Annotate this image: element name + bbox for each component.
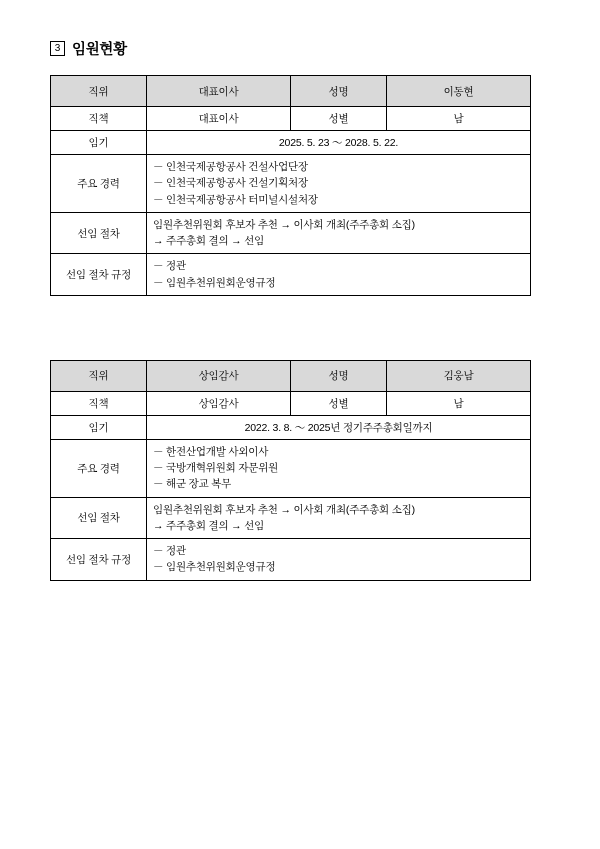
appointment-rule-line: － 정관 <box>153 260 186 273</box>
career-label: 주요 경력 <box>51 155 147 213</box>
career-line: － 한전산업개발 사외이사 <box>153 445 269 458</box>
career-line: － 인천국제공항공사 건설사업단장 <box>153 161 308 173</box>
term-label: 임기 <box>51 131 147 155</box>
appointment-label: 선임 절차 <box>51 212 147 254</box>
term-label: 임기 <box>51 415 147 439</box>
career-line: － 국방개혁위원회 자문위원 <box>153 462 279 475</box>
appointment-line: → 주주총회 결의 → 선임 <box>153 235 265 248</box>
header-name-label: 성명 <box>291 76 387 107</box>
section-number: 3 <box>50 41 65 56</box>
gender-value: 남 <box>387 107 531 131</box>
career-line: － 인천국제공항공사 건설기획처장 <box>153 177 308 190</box>
appointment-rule-line: － 정관 <box>153 545 186 558</box>
header-name-value: 김웅남 <box>387 360 531 391</box>
table-row <box>51 539 531 581</box>
header-position-value: 상임감사 <box>147 360 291 391</box>
appointment-rule-value <box>147 539 531 581</box>
appointment-rule-label: 선임 절차 규정 <box>51 539 147 581</box>
header-name-label: 성명 <box>291 360 387 391</box>
appointment-rule-value <box>147 254 531 296</box>
page-title: 임원현황 <box>72 42 127 58</box>
career-label: 주요 경력 <box>51 439 147 497</box>
term-value: 2025. 5. 23 ～ 2028. 5. 22. <box>147 131 531 155</box>
table-row <box>51 76 531 107</box>
gender-value: 남 <box>387 391 531 415</box>
table-spacer <box>50 302 550 360</box>
title-label: 직책 <box>51 391 147 415</box>
header-name-value: 이동현 <box>387 76 531 107</box>
table-row <box>51 497 531 539</box>
career-value <box>147 155 531 213</box>
gender-label: 성별 <box>291 107 387 131</box>
executive-table-1 <box>50 75 531 296</box>
appointment-line: → 주주총회 결의 → 선임 <box>153 519 265 532</box>
appointment-rule-line: － 임원추천위원회운영규정 <box>153 561 276 574</box>
table-row <box>51 439 531 497</box>
appointment-value <box>147 212 531 254</box>
appointment-line: 임원추천위원회 후보자 추천 → 이사회 개최(주주총회 소집) <box>153 503 415 516</box>
section-heading <box>50 38 550 59</box>
header-position-label: 직위 <box>51 360 147 391</box>
appointment-rule-line: － 임원추천위원회운영규정 <box>153 276 276 289</box>
table-row <box>51 131 531 155</box>
table-row <box>51 254 531 296</box>
table-row <box>51 391 531 415</box>
table-row <box>51 415 531 439</box>
table-row <box>51 360 531 391</box>
title-value: 상임감사 <box>147 391 291 415</box>
executive-table-2 <box>50 360 531 581</box>
appointment-line: 임원추천위원회 후보자 추천 → 이사회 개최(주주총회 소집) <box>153 218 415 231</box>
header-position-value: 대표이사 <box>147 76 291 107</box>
career-value <box>147 439 531 497</box>
appointment-label: 선임 절차 <box>51 497 147 539</box>
title-label: 직책 <box>51 107 147 131</box>
table-row <box>51 107 531 131</box>
table-row <box>51 212 531 254</box>
appointment-rule-label: 선임 절차 규정 <box>51 254 147 296</box>
gender-label: 성별 <box>291 391 387 415</box>
header-position-label: 직위 <box>51 76 147 107</box>
appointment-value <box>147 497 531 539</box>
career-line: － 인천국제공항공사 터미널시설처장 <box>153 193 318 206</box>
table-row <box>51 155 531 213</box>
term-value: 2022. 3. 8. ～ 2025년 정기주주총회일까지 <box>147 415 531 439</box>
title-value: 대표이사 <box>147 107 291 131</box>
career-line: － 해군 장교 복무 <box>153 478 232 491</box>
